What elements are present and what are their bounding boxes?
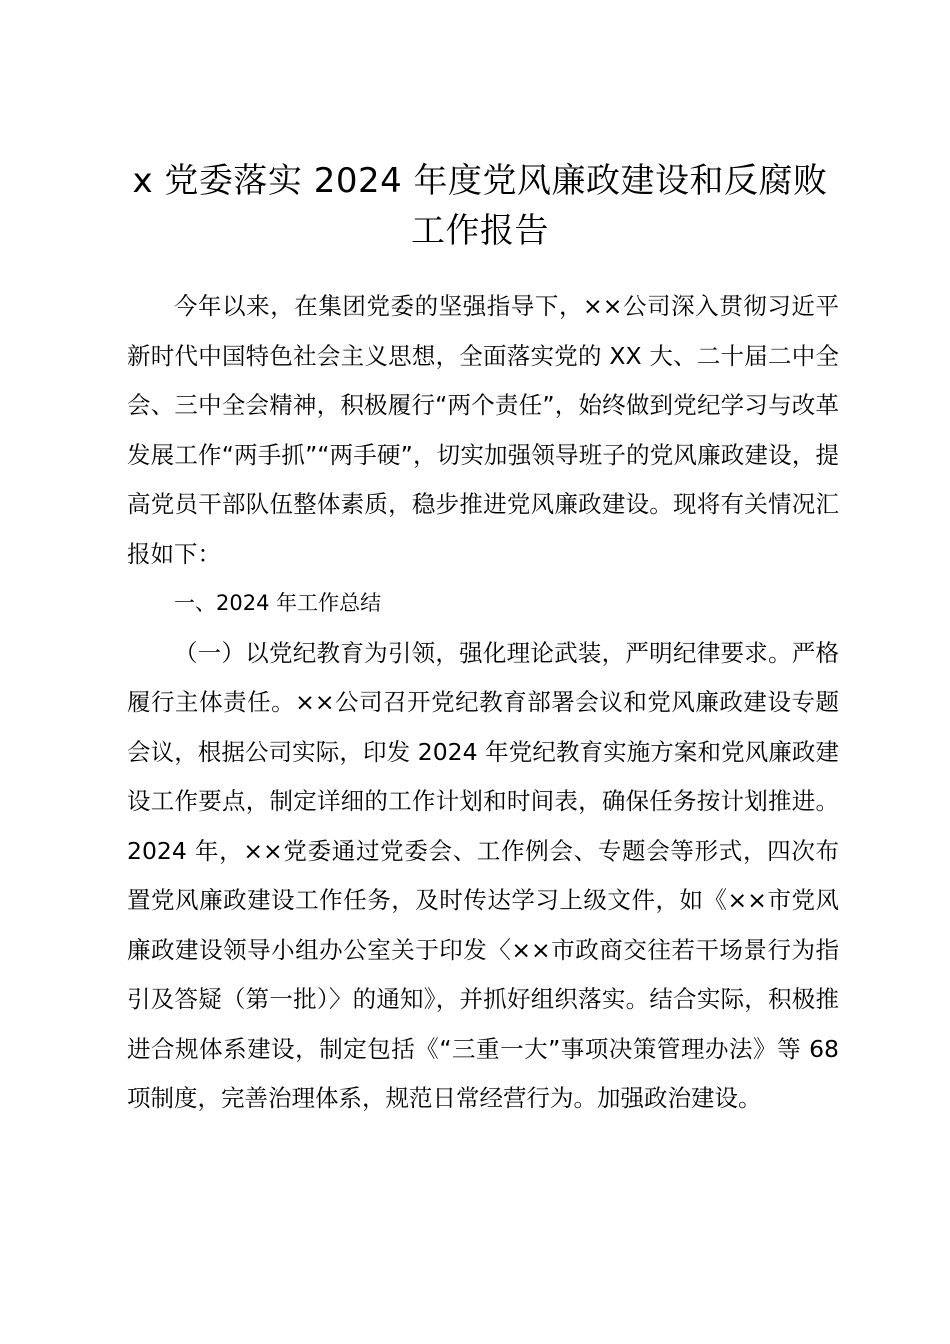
section-heading: 一、2024 年工作总结 — [174, 591, 382, 615]
document-body — [127, 282, 839, 1124]
title-line-1: x 党委落实 2024 年度党风廉政建设和反腐败 — [132, 161, 828, 201]
title-line-2: 工作报告 — [411, 211, 549, 251]
document-title — [95, 156, 865, 256]
section-paragraph: （一）以党纪教育为引领，强化理论武装，严明纪律要求。严格履行主体责任。××公司召开党纪教育部署会议和党风廉政建设专题会议，根据公司实际，印发 2024 年党纪教育实施方案和党风廉政建设工作要点，制定详细的工作计划和时间表，确保任务按计划推进。2024 年，××党委通过党委会、工作例会、专题会等形式，四次布置党风廉政建设工作任务，及时传达学习上级文件，如《××市党风廉政建设领导小组办公室关于印发〈××市政商交往若干场景行为指引及答疑（第一批）〉的通知》，并抓好组织落实。结合实际，积极推进合规体系建设，制定包括《“三重一大”事项决策管理办法》等 68 项制度，完善治理体系，规范日常经营行为。加强政治建设。 — [127, 638, 839, 1112]
intro-paragraph: 今年以来，在集团党委的坚强指导下，××公司深入贯彻习近平新时代中国特色社会主义思想，全面落实党的 XX 大、二十届二中全会、三中全会精神，积极履行“两个责任”，始终做到党纪学习与改革发展工作“两手抓”“两手硬”，切实加强领导班子的党风廉政建设，提高党员干部队伍整体素质，稳步推进党风廉政建设。现将有关情况汇报如下： — [127, 292, 839, 568]
